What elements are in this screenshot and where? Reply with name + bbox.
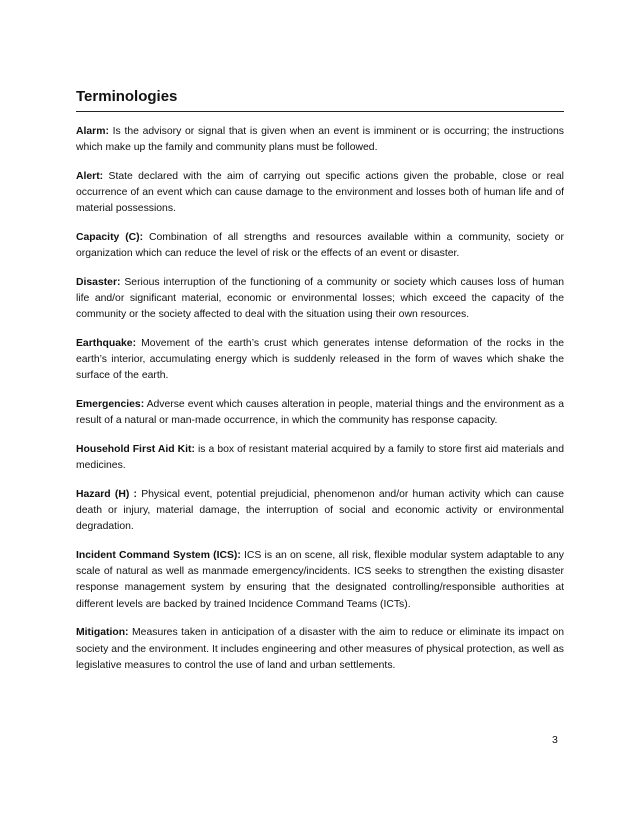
term-entry-alert <box>76 169 564 218</box>
term-definition: Adverse event which causes alteration in people, material things and the environment as a result of a natural or man-made occurrence, in which the community has response capacity. <box>76 399 564 427</box>
term-definition: Combination of all strengths and resources available within a community, society or organization which can reduce the level of risk or the effects of an event or disaster. <box>76 232 564 260</box>
page-title: Terminologies <box>76 88 564 112</box>
document-page <box>76 88 564 686</box>
term-definition: Physical event, potential prejudicial, phenomenon and/or human activity which can cause death or injury, material damage, the interruption of social and economic activity or environmental degradation. <box>76 488 564 533</box>
term-entry-ics <box>76 548 564 613</box>
page-number: 3 <box>552 734 558 746</box>
term-definition: Movement of the earth’s crust which generates intense deformation of the rocks in the earth’s interior, accumulating energy which is suddenly released in the form of waves which shake the surface of the earth. <box>76 338 564 382</box>
term-entry-hazard <box>76 487 564 536</box>
term-entry-household-first-aid-kit <box>76 442 564 474</box>
term-entry-mitigation <box>76 625 564 674</box>
term-entry-capacity <box>76 230 564 262</box>
term-label: Emergencies: <box>76 399 145 411</box>
term-label: Household First Aid Kit: <box>76 444 195 456</box>
term-label: Incident Command System (ICS): <box>76 550 241 562</box>
term-label: Alarm: <box>76 126 109 137</box>
term-entry-emergencies <box>76 397 564 429</box>
term-definition: State declared with the aim of carrying out specific actions given the probable, close or real occurrence of an event which can cause damage to the environment and losses both of human life and of material possessions. <box>76 170 564 215</box>
term-label: Earthquake: <box>76 338 137 350</box>
term-definition: Is the advisory or signal that is given when an event is imminent or is occurring; the instructions which make up the family and community plans must be followed. <box>76 126 564 154</box>
term-label: Mitigation: <box>76 627 129 639</box>
term-entry-alarm <box>76 124 564 156</box>
term-definition: Serious interruption of the functioning of a community or society which causes loss of human life and/or significant material, economic or environmental losses; which exceed the capacity of the community or the society affected to deal with the situation using their own resources. <box>76 276 565 321</box>
term-definition: Measures taken in anticipation of a disaster with the aim to reduce or eliminate its impact on society and the environment. It includes engineering and other measures of physical protection, as well as legislative measures to control the use of land and urban settlements. <box>76 627 564 671</box>
term-label: Disaster: <box>76 276 121 288</box>
term-entry-disaster <box>76 275 564 324</box>
term-label: Capacity (C): <box>76 232 144 244</box>
term-label: Hazard (H) : <box>76 488 137 500</box>
term-entry-earthquake <box>76 336 564 385</box>
term-definition: ICS is an on scene, all risk, flexible modular system adaptable to any scale of natural as well as manmade emergency/incidents. ICS seeks to strengthen the existing disaster response management system by ensuring that the designated controlling/responsible authorities at different levels are backed by trained Incidence Command Teams (ICTs). <box>76 550 565 610</box>
term-definition: is a box of resistant material acquired by a family to store first aid materials and medicines. <box>76 444 564 472</box>
term-label: Alert: <box>76 170 104 182</box>
